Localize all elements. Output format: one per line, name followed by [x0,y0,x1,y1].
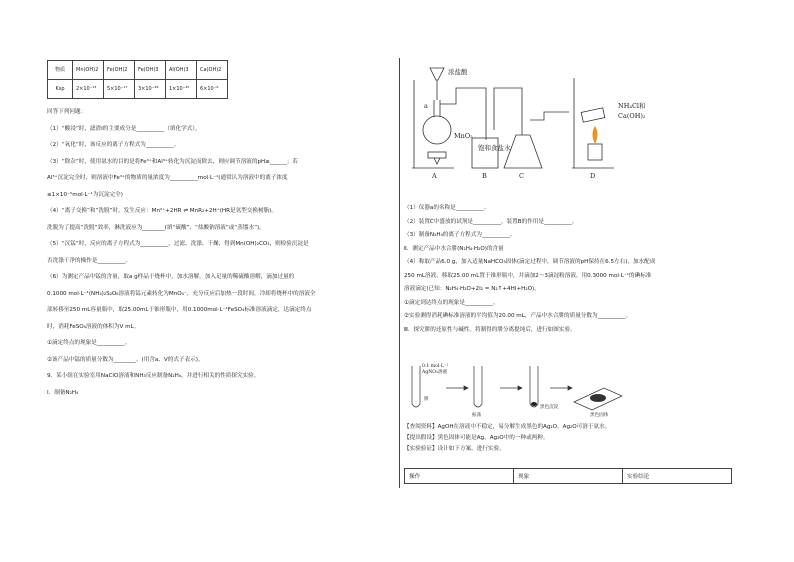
table-cell: Fe(OH)3 [135,61,166,80]
text-line: （1）“酸浸”时，滤渣Ⅰ的主要成分是__________（填化学式）。 [47,125,201,132]
label-black-solid: 黑色固体 [590,413,609,418]
text-line: 0.1000 mol·L⁻¹(NH₄)₂S₂O₈溶液将锰元素转化为MnO₄⁻，充分反应后加热一段时间，冷却将烧杯中的溶液全 [47,290,316,297]
text-line: （4）称取产品6.0 g，加入适量NaHCO₃固体(滴定过程中，调节溶液的pH保持在6.5左右)，加水配成 [404,259,656,265]
text-line: （5）“沉锰”时，反应的离子方程式为__________，过滤、洗涤、干燥，得到Mn(OH)₂CO₃，则检验沉淀是 [47,241,309,247]
table-cell: 6×10⁻⁶ [197,80,228,99]
text-line: 250 mL溶液，移取25.00 mL置于锥形瓶中，并滴加2～3滴淀粉溶液，用0.3000 mol·L⁻¹的碘标准 [404,272,652,279]
text-line: ①滴定终点的现象是__________。 [47,340,131,346]
text-line: 洗脱为了提高“洗脱”效率，淋洗液应为________(填“硫酸”、“盐酸钠溶液”或“蒸馏水”)。 [47,224,265,231]
table-header: 操作 [405,469,514,484]
table-cell: Ca(OH)2 [197,61,228,80]
label-shake: 振荡 [472,413,482,418]
text-line: 【实验验证】设计如下方案，进行实验。 [404,446,505,452]
table-cell: 1×10⁻³² [166,80,197,99]
label-A: A [432,172,437,180]
text-line: （4）“离子交换”和“洗脱”时，发生反应：Mn²⁺+2HR ⇌ MnR₂+2H⁺(HR是氢型交换树脂)。 [47,208,277,214]
ksp-table [47,60,228,99]
tube-experiment-diagram [404,358,644,418]
label-a: a [424,102,428,110]
label-nh4cl: NH₄Cl和 [618,102,646,110]
flask-a [423,116,451,144]
label-black-ppt: 黑色沉淀 [540,405,559,410]
table-cell: 5×10⁻¹⁷ [104,80,135,99]
table-header: 现象 [514,469,623,484]
text-line: 部转移至250 mL容量瓶中，取25.00mL于锥形瓶中，用0.1000mol·L⁻¹FeSO₄标准溶液滴定，达滴定终点 [47,307,312,313]
text-line: （3）制备N₂H₄的离子方程式为__________。 [404,232,516,238]
text-line: Al³⁺沉淀完全时，则溶液中Fe³⁺的物质的量浓度为__________mol·L⁻¹(通常认为溶液中的离子浓度 [47,175,288,181]
label-C: C [519,172,524,180]
bottle-b [472,138,498,168]
text-line: ①滴定到达终点的现象是__________。 [404,299,499,306]
label-D: D [590,172,596,180]
table-header: 实验结论 [623,469,732,484]
label-mno2: MnO₂ [454,132,473,140]
table-cell: Al(OH)3 [166,61,197,80]
text-line: 【查阅资料】AgOH在溶液中不稳定，易分解生成黑色的Ag₂O，Ag₂O可溶于氨水。 [404,424,611,430]
right-question-text [404,205,749,340]
label-reagent: 0.1 mol·L⁻¹ [422,364,449,369]
right-question-text-2 [404,424,749,457]
text-line: ②该产品中锰的质量分数为________。(用含a、V的式子表示)。 [47,356,204,363]
text-line: 【提出假设】黑色固体可能是Ag、Ag₂O中的一种或两种。 [404,435,549,441]
text-line: 回答下列问题： [47,109,87,115]
table-row [405,469,732,484]
label-reagent-top: 浓盐酸 [448,68,468,76]
burner-d [588,144,602,160]
table-cell: 2×10⁻¹³ [73,80,104,99]
text-line: （1）仪器a的名称是__________。 [404,205,490,211]
test-tube-3 [530,366,538,407]
label-hydrazine: 肼 [424,397,429,402]
text-line: （2）“氧化”时，该反应的离子方程式为__________。 [47,142,180,148]
label-caoh2: Ca(OH)₂ [618,112,646,120]
text-line: Ⅰ．制备N₂H₄ [47,389,79,396]
tube-d [581,108,605,122]
text-line: （6）为测定产品中锰的含量，取a g样品于烧杯中，加水溶解，加入足量的稀硫酸溶解，滴加过量的 [47,274,295,280]
dropping-funnel [430,68,444,80]
label-B: B [482,172,487,180]
table-header-label: 物质 [48,61,73,80]
table-row [48,61,228,80]
label-brine: 饱和食盐水 [478,144,511,152]
test-tube-2 [474,366,482,407]
text-line: 时，消耗FeSO₄溶液的体积为V mL。 [47,323,140,330]
left-column [47,60,387,406]
table-row [48,80,228,99]
text-line: （2）装置C中盛放的试剂是__________，装置B的作用是__________。 [404,218,578,225]
text-line: 9．某小组在实验室用NaClO溶液和NH₃反应制备N₂H₄，并进行相关的性质探究实验。 [47,373,260,379]
text-line: Ⅲ．探究肼的还原性与碱性。将制得的肼分离提纯后，进行如图实验。 [404,326,576,333]
text-line: 否洗涤干净的操作是__________。 [47,257,131,264]
label-reagent2: AgNO₃溶液 [422,370,448,375]
experiment-table [404,468,732,484]
text-line: 溶液滴定(已知：N₂H₄·H₂O+2I₂ = N₂↑+4HI+H₂O)。 [404,286,540,292]
text-line: Ⅱ．测定产品中水合肼(N₂H₄·H₂O)的含量 [404,245,504,252]
text-line: ≤1×10⁻⁵mol·L⁻¹为沉淀完全) [47,191,123,198]
test-tube-1 [412,366,420,407]
column-divider [399,58,400,488]
apparatus-diagram [404,60,704,180]
table-cell: 3×10⁻³⁹ [135,80,166,99]
text-line: ②实验测得消耗碘标准溶液的平均值为20.00 mL，产品中水合肼的质量分数为__________。 [404,313,632,319]
table-cell: Fe(OH)2 [104,61,135,80]
text-line: （3）“除杂”时，使用氨水的目的是将Fe³⁺和Al³⁺转化为沉淀而除去，则应调节溶液的pH≥______；若 [47,158,298,165]
table-k-label: Ksp [48,80,73,99]
burner-a [434,158,440,164]
table-cell: Mn(OH)2 [73,61,104,80]
left-question-text [47,109,387,397]
